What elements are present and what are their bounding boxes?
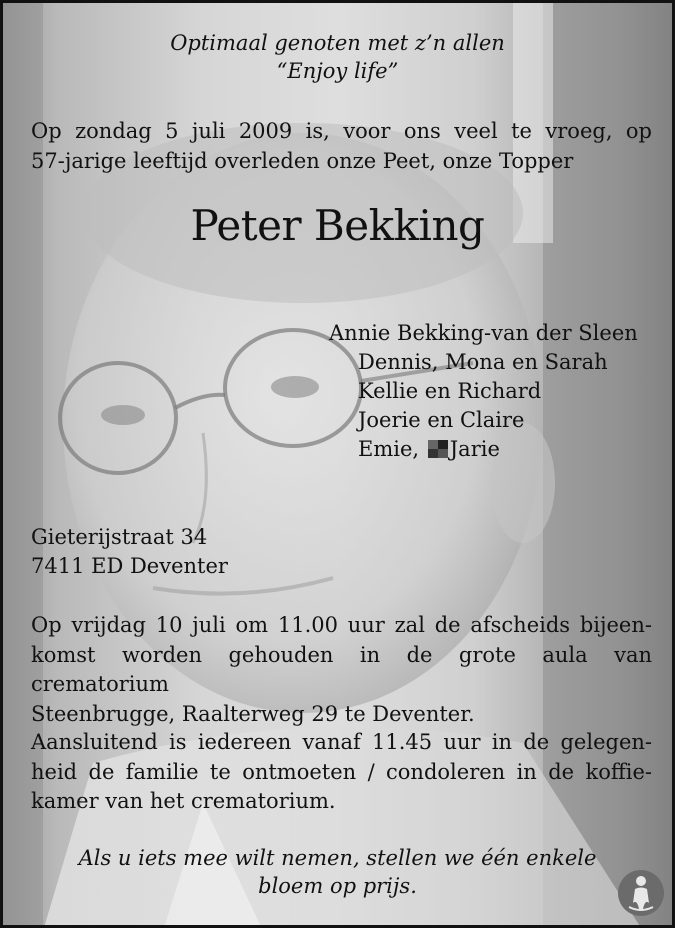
motto-quote: “Enjoy life” [276, 59, 399, 83]
ceremony-line: komst worden gehouden in de grote aula van crematorium [31, 642, 652, 696]
pixelated-figure-icon [428, 440, 448, 458]
intro-line: Op zondag 5 juli 2009 is, voor ons veel te vroeg, op [31, 119, 652, 143]
family-child: Dennis, Mona en Sarah [358, 350, 608, 374]
family-child: Kellie en Richard [358, 379, 542, 403]
condolence-line: Aansluitend is iedereen vanaf 11.45 uur in de gelegen- [31, 730, 652, 754]
condolence-paragraph [31, 728, 652, 817]
condolence-line: heid de familie te ontmoeten / condoleren in de koffie- [31, 759, 652, 784]
motto-line: Optimaal genoten met z’n allen [170, 31, 505, 55]
address-street: Gieterijstraat 34 [31, 525, 208, 549]
figure-seal-icon [617, 869, 665, 917]
condolence-line: kamer van het crematorium. [31, 789, 336, 813]
family-child-prefix: Emie, [358, 437, 420, 461]
ceremony-line: Steenbrugge, Raalterweg 29 te Deventer. [31, 701, 475, 726]
closing-line: Als u iets mee wilt nemen, stellen we één enkele [78, 846, 597, 870]
closing-line: bloem op prijs. [258, 874, 417, 898]
ceremony-paragraph [31, 611, 652, 729]
ceremony-line: Op vrijdag 10 juli om 11.00 uur zal de afscheids bijeen- [31, 613, 652, 637]
deceased-name: Peter Bekking [190, 201, 485, 250]
family-child-suffix: Jarie [449, 437, 500, 461]
address-city: 7411 ED Deventer [31, 554, 228, 578]
intro-line: 57-jarige leeftijd overleden onze Peet, onze Topper [31, 148, 574, 173]
intro-paragraph [31, 117, 652, 176]
family-child [358, 435, 500, 465]
family-child: Joerie en Claire [358, 408, 525, 432]
family-spouse: Annie Bekking-van der Sleen [329, 321, 638, 345]
